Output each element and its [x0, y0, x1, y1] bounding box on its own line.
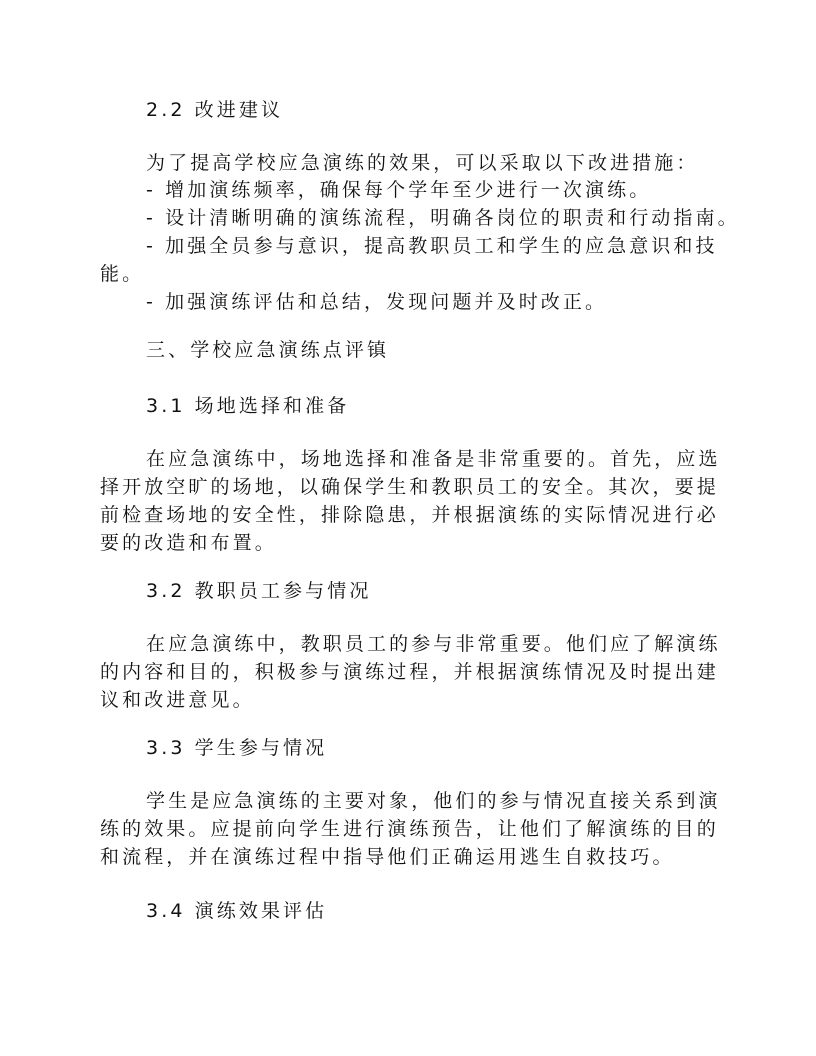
- paragraph-line: 的内容和目的，积极参与演练过程，并根据演练情况及时提出建: [100, 661, 719, 683]
- paragraph-line: 在应急演练中，场地选择和准备是非常重要的。首先，应选: [146, 448, 721, 470]
- paragraph-line: 前检查场地的安全性，排除隐患，并根据演练的实际情况进行必: [100, 504, 719, 526]
- paragraph-line: 要的改造和布置。: [100, 532, 277, 554]
- paragraph-line: 和流程，并在演练过程中指导他们正确运用逃生自救技巧。: [100, 846, 675, 868]
- paragraph-line: 议和改进意见。: [100, 689, 255, 711]
- paragraph-line: 练的效果。应提前向学生进行演练预告，让他们了解演练的目的: [100, 818, 719, 840]
- paragraph-line: 学生是应急演练的主要对象，他们的参与情况直接关系到演: [146, 790, 721, 812]
- list-item: - 加强演练评估和总结，发现问题并及时改正。: [146, 291, 608, 313]
- paragraph-line: 在应急演练中，教职员工的参与非常重要。他们应了解演练: [146, 633, 721, 655]
- list-item: - 设计清晰明确的演练流程，明确各岗位的职责和行动指南。: [146, 207, 740, 229]
- list-item: - 加强全员参与意识，提高教职员工和学生的应急意识和技: [146, 235, 718, 257]
- list-item: - 增加演练频率，确保每个学年至少进行一次演练。: [146, 179, 652, 201]
- section-heading-3-1: 3.1 场地选择和准备: [146, 395, 350, 417]
- section-heading-3-4: 3.4 演练效果评估: [146, 900, 328, 922]
- chapter-heading-3: 三、学校应急演练点评镇: [146, 339, 390, 361]
- list-item-continuation: 能。: [100, 263, 145, 285]
- section-heading-2-2: 2.2 改进建议: [146, 99, 284, 121]
- section-heading-3-3: 3.3 学生参与情况: [146, 737, 328, 759]
- paragraph-line: 择开放空旷的场地，以确保学生和教职员工的安全。其次，要提: [100, 476, 719, 498]
- section-heading-3-2: 3.2 教职员工参与情况: [146, 580, 372, 602]
- paragraph-line: 为了提高学校应急演练的效果，可以采取以下改进措施：: [146, 152, 699, 174]
